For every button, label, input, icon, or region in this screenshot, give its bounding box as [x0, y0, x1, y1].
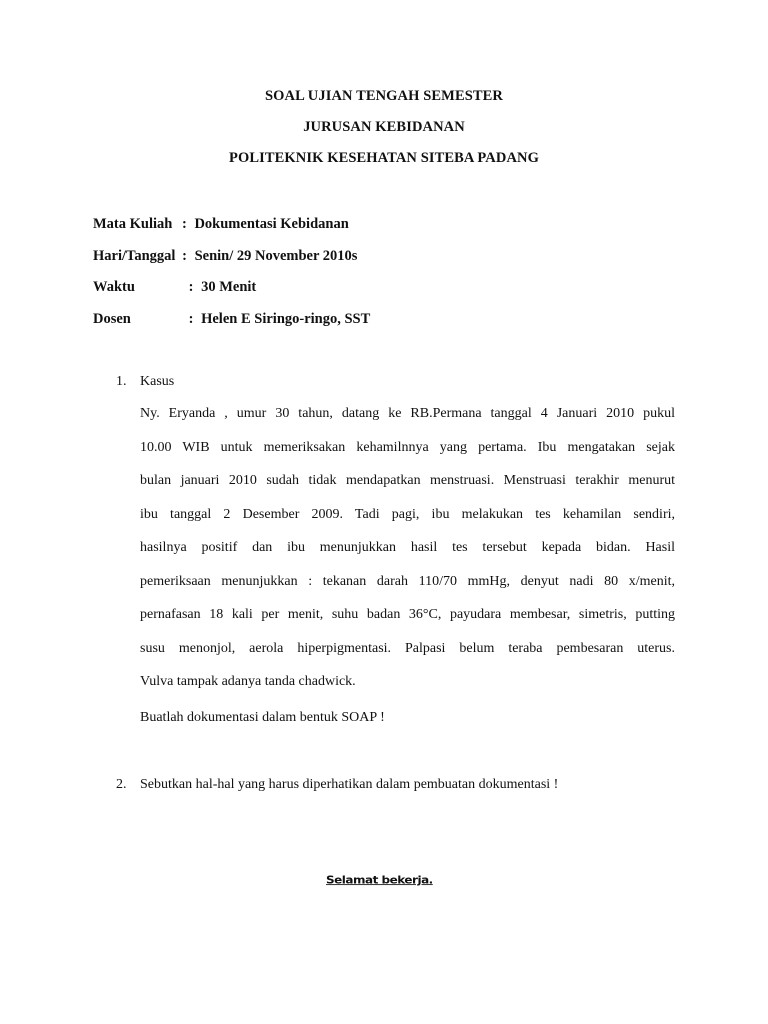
- meta-lecturer-value: Helen E Siringo-ringo, SST: [201, 311, 371, 327]
- question-1-instruction: Buatlah dokumentasi dalam bentuk SOAP !: [140, 710, 385, 725]
- institution-title: POLITEKNIK KESEHATAN SITEBA PADANG: [229, 150, 539, 166]
- meta-date-label: Hari/Tanggal: [93, 248, 176, 264]
- case-line: 10.00 WIB untuk memeriksakan kehamilnnya yang pertama. Ibu mengatakan sejak: [140, 439, 675, 455]
- meta-date-separator: :: [182, 248, 187, 264]
- question-2-number: 2.: [116, 777, 127, 792]
- question-2-text: Sebutkan hal-hal yang harus diperhatikan dalam pembuatan dokumentasi !: [140, 777, 559, 792]
- meta-course-value: Dokumentasi Kebidanan: [194, 216, 349, 232]
- exam-title: SOAL UJIAN TENGAH SEMESTER: [264, 88, 504, 104]
- meta-course-label: Mata Kuliah: [93, 216, 173, 232]
- meta-time-value: 30 Menit: [201, 279, 257, 295]
- question-1-title: Kasus: [140, 374, 175, 389]
- case-line: Vulva tampak adanya tanda chadwick.: [140, 673, 356, 689]
- question-1-number: 1.: [116, 374, 127, 389]
- meta-lecturer-label: Dosen: [93, 311, 131, 327]
- meta-lecturer-row: [93, 311, 370, 328]
- case-line: hasilnya positif dan ibu menunjukkan hasil tes tersebut kepada bidan. Hasil: [140, 540, 675, 555]
- meta-time-separator: :: [188, 279, 194, 295]
- meta-course-separator: :: [181, 216, 187, 232]
- case-line: ibu tanggal 2 Desember 2009. Tadi pagi, ibu melakukan tes kehamilan sendiri,: [140, 506, 675, 522]
- meta-course-row: [93, 216, 349, 233]
- case-line: Ny. Eryanda , umur 30 tahun, datang ke RB.Permana tanggal 4 Januari 2010 pukul: [140, 406, 675, 421]
- department-title: JURUSAN KEBIDANAN: [303, 119, 465, 135]
- case-line: susu menonjol, aerola hiperpigmentasi. Palpasi belum teraba pembesaran uterus.: [140, 640, 675, 656]
- case-paragraph: [140, 404, 675, 705]
- meta-time-row: [93, 279, 256, 296]
- meta-lecturer-separator: :: [188, 311, 194, 327]
- case-line: bulan januari 2010 sudah tidak mendapatkan menstruasi. Menstruasi terakhir menurut: [140, 473, 675, 488]
- meta-date-value: Senin/ 29 November 2010s: [194, 248, 358, 264]
- case-line: pernafasan 18 kali per menit, suhu badan 36°C, payudara membesar, simetris, putting: [140, 607, 675, 622]
- meta-time-label: Waktu: [93, 279, 135, 295]
- meta-date-row: [93, 248, 357, 265]
- case-line: pemeriksaan menunjukkan : tekanan darah 110/70 mmHg, denyut nadi 80 x/menit,: [140, 573, 675, 589]
- closing-text: Selamat bekerja.: [326, 874, 433, 886]
